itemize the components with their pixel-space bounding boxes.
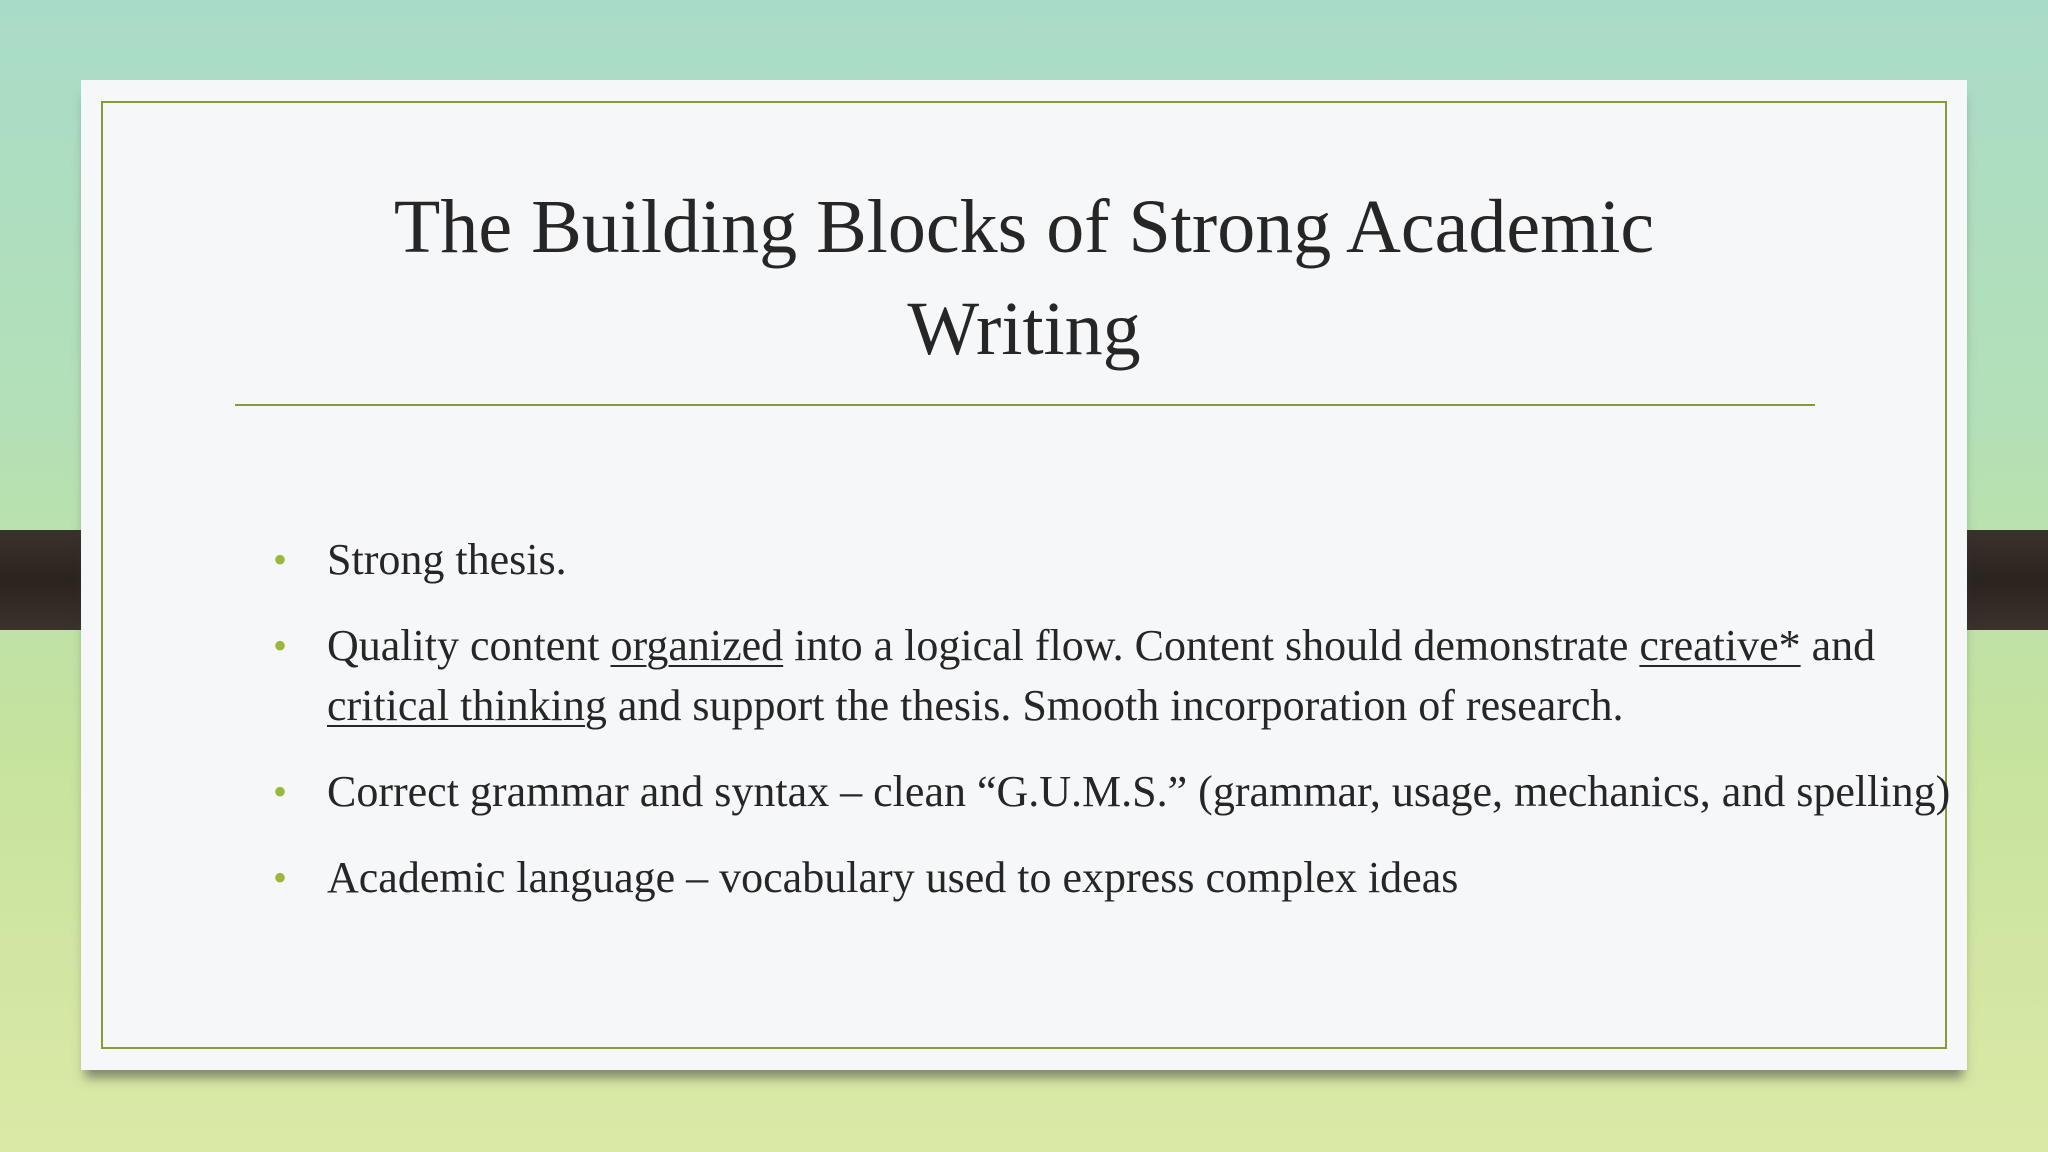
bullet-text: Strong thesis. — [327, 535, 567, 584]
underlined-term-creative: creative* — [1639, 621, 1801, 670]
bullet-item — [247, 762, 1967, 822]
bullet-text: into a logical flow. Content should demonstrate — [783, 621, 1640, 670]
title-divider — [235, 404, 1815, 406]
underlined-term-critical-thinking: critical thinking — [327, 681, 607, 730]
slide-title — [231, 176, 1817, 380]
bullet-text: Academic language – vocabulary used to express complex ideas — [327, 853, 1459, 902]
bullet-dot-icon: • — [273, 769, 288, 814]
bullet-text: Correct grammar and syntax – clean “G.U.M.S.” (grammar, usage, mechanics, and spelling) — [327, 767, 1951, 816]
bullet-dot-icon: • — [273, 623, 288, 668]
bullet-list — [247, 530, 1967, 934]
bullet-text: and support the thesis. Smooth incorporation of research. — [606, 681, 1624, 730]
title-line-2: Writing — [907, 287, 1141, 371]
bullet-item — [247, 616, 1967, 736]
bullet-dot-icon: • — [273, 537, 288, 582]
underlined-term-organized: organized — [610, 621, 784, 670]
slide-card — [81, 80, 1967, 1070]
bullet-item — [247, 848, 1967, 908]
bullet-dot-icon: • — [273, 855, 288, 900]
bullet-text: and — [1800, 621, 1876, 670]
bullet-text: Quality content — [327, 621, 611, 670]
bullet-item — [247, 530, 1967, 590]
title-line-1: The Building Blocks of Strong Academic — [393, 185, 1655, 269]
